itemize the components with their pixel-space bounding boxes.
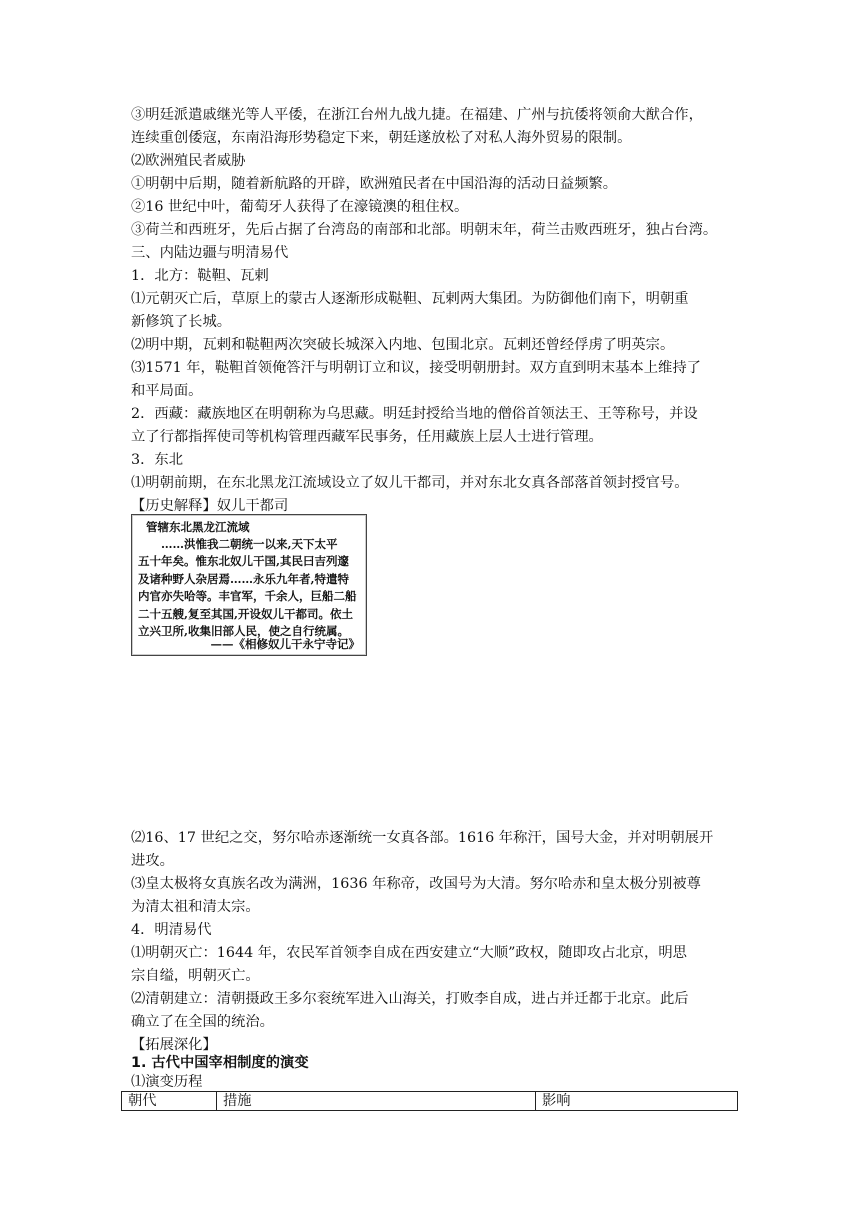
text-line: ③荷兰和西班牙，先后占据了台湾岛的南部和北部。明朝末年，荷兰击败西班牙，独占台湾。 [131, 222, 718, 238]
quote-line: 五十年矣。惟东北奴儿干国,其民曰吉列邃 [138, 554, 350, 569]
evolution-table [121, 1091, 738, 1111]
text-line: 宗自缢，明朝灭亡。 [131, 968, 260, 984]
text-line: ⑶皇太极将女真族名改为满洲，1636 年称帝，改国号为大清。努尔哈赤和皇太极分别被尊 [131, 876, 701, 892]
text-line: ⑵清朝建立：清朝摄政王多尔衮统军进入山海关，打败李自成，进占并迁都于北京。此后 [131, 991, 689, 1007]
section-heading: 三、内陆边疆与明清易代 [131, 245, 289, 261]
quote-line: ……洪惟我二朝统一以来,天下太平 [138, 537, 338, 551]
text-line: 【拓展深化】 [131, 1037, 217, 1053]
quote-line: 二十五艘,复至其国,开设奴儿干都司。依土 [138, 606, 354, 621]
text-line: ⑴明朝灭亡：1644 年，农民军首领李自成在西安建立“大顺”政权，随即攻占北京，明思 [131, 945, 687, 961]
text-line: 1．北方：鞑靼、瓦剌 [131, 268, 269, 284]
text-line: 2．西藏：藏族地区在明朝称为乌思藏。明廷封授给当地的僧俗首领法王、王等称号，并设 [131, 406, 698, 422]
text-line: 进攻。 [131, 853, 174, 869]
table-header-cell: 影响 [536, 1092, 738, 1111]
quote-line: 立兴卫所,收集旧部人民，使之自行统属。 [138, 624, 350, 639]
quote-body [138, 536, 360, 640]
topic-heading: 1. 古代中国宰相制度的演变 [131, 1055, 309, 1071]
text-line: ⑵欧洲殖民者威胁 [131, 153, 246, 169]
table-header-cell: 措施 [217, 1092, 536, 1111]
text-line: 确立了在全国的统治。 [131, 1014, 274, 1030]
quote-source: ——《相修奴儿干永宁寺记》 [210, 637, 360, 651]
text-line: 【历史解释】奴儿干都司 [131, 498, 289, 514]
quote-line: 内官亦失哈等。丰官军，千余人，巨船二船 [138, 589, 357, 604]
text-line: ⑴元朝灭亡后，草原上的蒙古人逐渐形成鞑靼、瓦剌两大集团。为防御他们南下，明朝重 [131, 291, 689, 307]
text-line: ⑵明中期，瓦剌和鞑靼两次突破长城深入内地、包围北京。瓦剌还曾经俘虏了明英宗。 [131, 337, 675, 353]
sub-heading: ⑴演变历程 [131, 1074, 203, 1090]
text-line: ⑴明朝前期，在东北黑龙江流域设立了奴儿干都司，并对东北女真各部落首领封授官号。 [131, 475, 689, 491]
text-line: ②16 世纪中叶，葡萄牙人获得了在濠镜澳的租住权。 [131, 199, 469, 215]
text-line: 为清太祖和清太宗。 [131, 899, 260, 915]
historical-quote-image [131, 514, 367, 656]
quote-line: 及诸种野人杂居焉……永乐九年者,特遣特 [138, 571, 350, 586]
text-line: 连续重创倭寇，东南沿海形势稳定下来，朝廷遂放松了对私人海外贸易的限制。 [131, 130, 632, 146]
text-line: ⑶1571 年，鞑靼首领俺答汗与明朝订立和议，接受明朝册封。双方直到明末基本上维持了 [131, 360, 701, 376]
quote-title: 管辖东北黑龙江流域 [146, 520, 250, 534]
text-line: ⑵16、17 世纪之交，努尔哈赤逐渐统一女真各部。1616 年称汗，国号大金，并对明朝展开 [131, 830, 714, 846]
table-header-cell: 朝代 [122, 1092, 217, 1111]
text-line: 立了行都指挥使司等机构管理西藏军民事务，任用藏族上层人士进行管理。 [131, 429, 603, 445]
table-header-row [122, 1092, 738, 1111]
text-line: 4．明清易代 [131, 922, 212, 938]
text-line: ①明朝中后期，随着新航路的开辟，欧洲殖民者在中国沿海的活动日益频繁。 [131, 176, 618, 192]
text-line: 和平局面。 [131, 383, 203, 399]
text-line: 3．东北 [131, 452, 183, 468]
text-line: ③明廷派遣戚继光等人平倭，在浙江台州九战九捷。在福建、广州与抗倭将领俞大猷合作， [131, 107, 703, 123]
text-line: 新修筑了长城。 [131, 314, 232, 330]
